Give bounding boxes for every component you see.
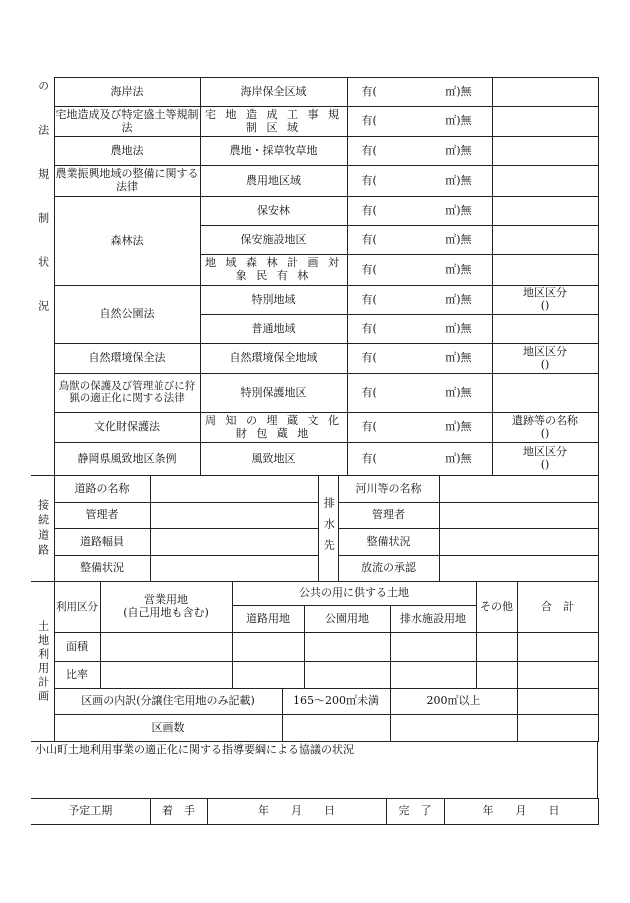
- other-area-field[interactable]: [476, 633, 517, 662]
- area-label: 面積: [54, 633, 100, 662]
- land-use-table: [31, 581, 599, 742]
- exist-field[interactable]: 有( ㎡) 無: [347, 137, 492, 166]
- schedule-table: [31, 798, 599, 825]
- public-land-header: 公共の用に供する土地: [232, 582, 476, 606]
- law-name: 宅地造成及び特定盛土等規制法: [54, 107, 200, 137]
- total-ratio-field[interactable]: [517, 662, 598, 689]
- law-name: 海岸法: [54, 78, 200, 107]
- business-area-field[interactable]: [100, 633, 232, 662]
- note-cell[interactable]: [492, 137, 598, 166]
- site-name-field[interactable]: 遺跡等の名称 (): [492, 413, 598, 443]
- application-form: [31, 77, 598, 825]
- zone-name: 宅 地 造 成 工 事 規 制 区 域: [200, 107, 347, 137]
- end-label: 完 了: [386, 799, 444, 825]
- zone-name: 農地・採草牧草地: [200, 137, 347, 166]
- law-name: 農業振興地域の整備に関する法律: [54, 166, 200, 197]
- zone-name: 特別地域: [200, 286, 347, 315]
- exist-field[interactable]: 有( ㎡) 無: [347, 443, 492, 476]
- exist-field[interactable]: 有( ㎡) 無: [347, 166, 492, 197]
- total-header: 合 計: [517, 582, 598, 633]
- business-land-header: 営業用地 (自己用地も含む): [100, 582, 232, 633]
- district-class-field[interactable]: 地区区分 (): [492, 344, 598, 374]
- drain-manager-field[interactable]: [439, 503, 598, 529]
- other-header: その他: [476, 582, 517, 633]
- road-name-field[interactable]: [150, 476, 318, 503]
- ratio-label: 比率: [54, 662, 100, 689]
- under200-header: 165～200㎡未満: [282, 689, 390, 715]
- road-land-header: 道路用地: [232, 606, 304, 633]
- total-area-field[interactable]: [517, 633, 598, 662]
- note-cell[interactable]: [492, 226, 598, 255]
- zone-name: 保安林: [200, 197, 347, 226]
- start-date-field[interactable]: 年 月 日: [207, 799, 386, 825]
- over200-header: 200㎡以上: [390, 689, 517, 715]
- regulations-side-label: の法規制状況: [31, 78, 54, 476]
- drain-status-field[interactable]: [439, 529, 598, 556]
- road-width-field[interactable]: [150, 529, 318, 556]
- park-land-header: 公園用地: [304, 606, 390, 633]
- lots-label: 区画数: [54, 715, 282, 742]
- river-name-label: 河川等の名称: [338, 476, 439, 503]
- zone-name: 海岸保全区域: [200, 78, 347, 107]
- consultation-field[interactable]: [31, 742, 598, 799]
- discharge-approval-field[interactable]: [439, 556, 598, 582]
- exist-field[interactable]: 有( ㎡) 無: [347, 107, 492, 137]
- drain-area-field[interactable]: [390, 633, 476, 662]
- exist-field[interactable]: 有( ㎡) 無: [347, 255, 492, 286]
- river-name-field[interactable]: [439, 476, 598, 503]
- schedule-label: 予定工期: [31, 799, 150, 825]
- law-name: 森林法: [54, 197, 200, 286]
- drain-manager-label: 管理者: [338, 503, 439, 529]
- total-lots-field[interactable]: [517, 715, 598, 742]
- zone-name: 普通地域: [200, 315, 347, 344]
- exist-field[interactable]: 有( ㎡) 無: [347, 344, 492, 374]
- usage-label: 利用区分: [54, 582, 100, 633]
- regulations-table: [31, 77, 599, 476]
- other-ratio-field[interactable]: [476, 662, 517, 689]
- exist-field[interactable]: 有( ㎡) 無: [347, 197, 492, 226]
- zone-name: 自然環境保全地域: [200, 344, 347, 374]
- law-name: 鳥獣の保護及び管理並びに狩猟の適正化に関する法律: [54, 374, 200, 413]
- district-class-field[interactable]: 地区区分 (): [492, 286, 598, 315]
- note-cell[interactable]: [492, 107, 598, 137]
- note-cell[interactable]: [492, 166, 598, 197]
- breakdown-spacer: [517, 689, 598, 715]
- end-date-field[interactable]: 年 月 日: [444, 799, 598, 825]
- note-cell[interactable]: [492, 255, 598, 286]
- exist-field[interactable]: 有( ㎡) 無: [347, 413, 492, 443]
- law-name: 自然環境保全法: [54, 344, 200, 374]
- road-width-label: 道路幅員: [54, 529, 150, 556]
- exist-field[interactable]: 有( ㎡) 無: [347, 286, 492, 315]
- drain-side-label: 排水先: [318, 476, 338, 582]
- zone-name: 周 知 の 埋 蔵 文 化 財 包 蔵 地: [200, 413, 347, 443]
- land-use-side-label: 土地利用計画: [31, 582, 54, 742]
- law-name: 自然公園法: [54, 286, 200, 344]
- law-name: 文化財保護法: [54, 413, 200, 443]
- park-area-field[interactable]: [304, 633, 390, 662]
- under200-lots-field[interactable]: [282, 715, 390, 742]
- drain-land-header: 排水施設用地: [390, 606, 476, 633]
- exist-field[interactable]: 有( ㎡) 無: [347, 78, 492, 107]
- road-manager-label: 管理者: [54, 503, 150, 529]
- road-status-label: 整備状況: [54, 556, 150, 582]
- road-name-label: 道路の名称: [54, 476, 150, 503]
- zone-name: 保安施設地区: [200, 226, 347, 255]
- exist-field[interactable]: 有( ㎡) 無: [347, 374, 492, 413]
- law-name: 静岡県風致地区条例: [54, 443, 200, 476]
- law-name: 農地法: [54, 137, 200, 166]
- zone-name: 風致地区: [200, 443, 347, 476]
- district-class-field[interactable]: 地区区分 (): [492, 443, 598, 476]
- park-ratio-field[interactable]: [304, 662, 390, 689]
- zone-name: 特別保護地区: [200, 374, 347, 413]
- discharge-approval-label: 放流の承認: [338, 556, 439, 582]
- road-side-label: 接続道路: [31, 476, 54, 582]
- start-label: 着 手: [150, 799, 207, 825]
- business-ratio-field[interactable]: [100, 662, 232, 689]
- zone-name: 農用地区域: [200, 166, 347, 197]
- consultation-label: 小山町土地利用事業の適正化に関する指導要綱による協議の状況: [35, 743, 354, 756]
- zone-name: 地 域 森 林 計 画 対 象 民 有 林: [200, 255, 347, 286]
- exist-field[interactable]: 有( ㎡) 無: [347, 315, 492, 344]
- note-cell[interactable]: [492, 315, 598, 344]
- road-area-field[interactable]: [232, 633, 304, 662]
- road-manager-field[interactable]: [150, 503, 318, 529]
- road-status-field[interactable]: [150, 556, 318, 582]
- drain-ratio-field[interactable]: [390, 662, 476, 689]
- note-cell[interactable]: [492, 78, 598, 107]
- connection-table: [31, 475, 599, 582]
- note-cell[interactable]: [492, 197, 598, 226]
- road-ratio-field[interactable]: [232, 662, 304, 689]
- over200-lots-field[interactable]: [390, 715, 517, 742]
- breakdown-label: 区画の内訳(分譲住宅用地のみ記載): [54, 689, 282, 715]
- drain-status-label: 整備状況: [338, 529, 439, 556]
- consultation-table: [31, 741, 598, 799]
- note-cell[interactable]: [492, 374, 598, 413]
- exist-field[interactable]: 有( ㎡) 無: [347, 226, 492, 255]
